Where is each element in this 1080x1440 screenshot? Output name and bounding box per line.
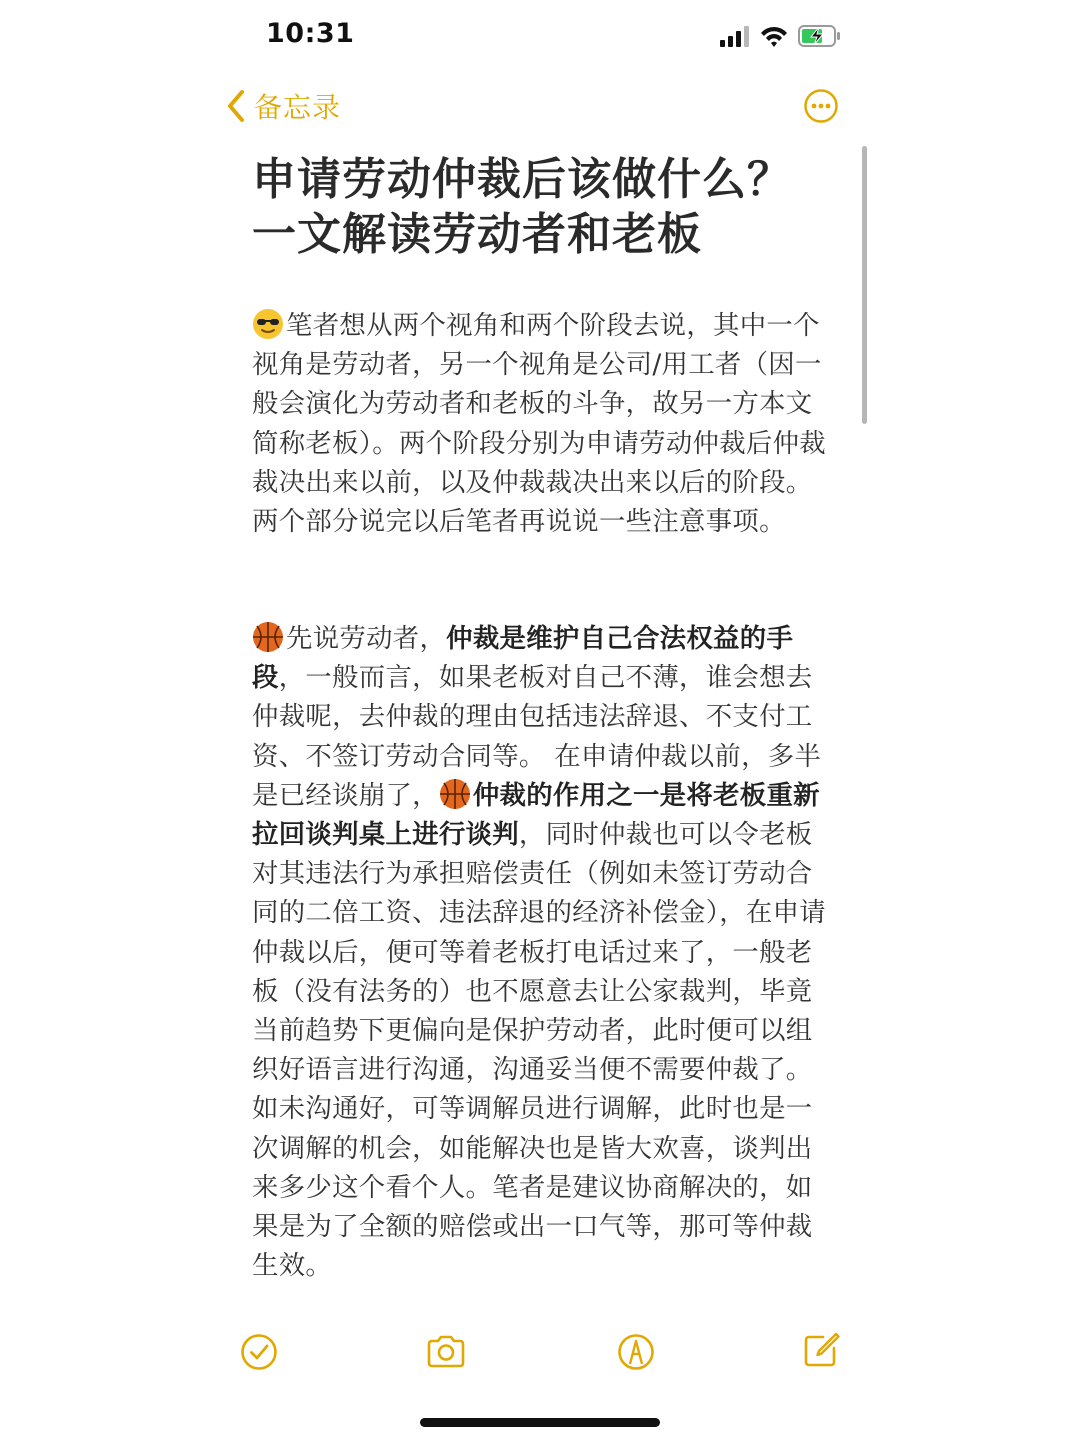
camera-icon[interactable]	[426, 1332, 466, 1372]
compose-icon[interactable]	[801, 1330, 841, 1370]
markup-icon[interactable]	[617, 1332, 657, 1372]
back-label: 备忘录	[254, 91, 342, 124]
paragraph-2-intro: 先说劳动者，	[286, 623, 447, 654]
paragraph-2-bold-1: 仲裁是维护自己合法权益的手段	[252, 623, 794, 694]
status-time: 10:31	[266, 18, 355, 49]
basketball-emoji-icon	[439, 778, 471, 810]
signal-icon	[720, 26, 749, 47]
battery-charging-icon	[799, 26, 840, 46]
note-paragraph-2[interactable]	[252, 619, 832, 1285]
back-button[interactable]	[226, 86, 341, 126]
note-paragraph-1[interactable]	[252, 306, 832, 541]
paragraph-2-bold-2: 仲裁的作用之一是将老板重新拉回谈判桌上进行谈判	[252, 779, 820, 851]
note-title[interactable]: 申请劳动仲裁后该做什么？一文解读劳动者和老板	[252, 154, 792, 260]
more-icon[interactable]	[803, 88, 839, 124]
home-indicator[interactable]	[420, 1418, 660, 1427]
sunglasses-emoji-icon	[252, 308, 284, 340]
chevron-left-icon	[226, 89, 246, 123]
basketball-emoji-icon	[252, 621, 284, 653]
scroll-indicator[interactable]	[862, 146, 867, 424]
wifi-icon	[761, 27, 787, 47]
paragraph-2-mid: ，一般而言，如果老板对自己不薄，谁会想去仲裁呢，去仲裁的理由包括违法辞退、不支付工资、不签订劳动合同等。 在申请仲裁以前，多半是已经谈崩了，	[252, 662, 822, 811]
status-icons	[718, 22, 840, 50]
status-bar	[0, 0, 1080, 72]
checklist-icon[interactable]	[240, 1332, 280, 1372]
paragraph-2-rest: ，同时仲裁也可以令老板对其违法行为承担赔偿责任（例如未签订劳动合同的二倍工资、违法辞退的经济补偿金），在申请仲裁以后，便可等着老板打电话过来了，一般老板（没有法务的）也不愿意去让公家裁判，毕竟当前趋势下更偏向是保护劳动者，此时便可以组织好语言进行沟通，沟通妥当便不需要仲裁了。 如未沟通好，可等调解员进行调解，此时也是一次调解的机会，如能解决也是皆大欢喜，谈判出来多少这个看个人。笔者是建议协商解决的，如果是为了全额的赔偿或出一口气等，那可等仲裁生效。	[252, 819, 826, 1282]
paragraph-1-text: 笔者想从两个视角和两个阶段去说，其中一个视角是劳动者，另一个视角是公司/用工者（因一般会演化为劳动者和老板的斗争，故另一方本文简称老板）。两个阶段分别为申请劳动仲裁后仲裁裁决出来以前，以及仲裁裁决出来以后的阶段。 两个部分说完以后笔者再说说一些注意事项。	[252, 310, 826, 538]
